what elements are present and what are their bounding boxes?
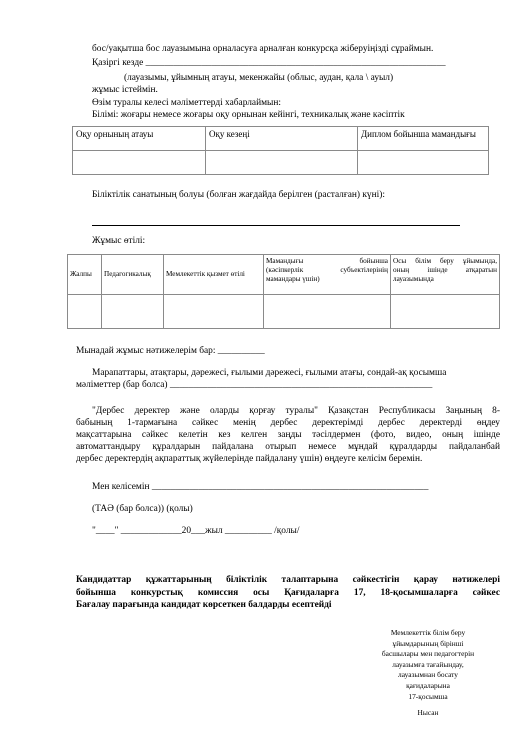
consent-line-3: мақсаттарына сәйкес келетін кез келген заңды тәсілдермен (фото, видео, оның ішінде	[76, 430, 500, 440]
fio-signature-label: (ТАӘ (бар болса)) (қолы)	[92, 504, 193, 514]
specialty-header-line-3: мамандары үшін)	[266, 275, 320, 283]
education-header-specialty: Диплом бойынша мамандығы	[358, 127, 489, 151]
org-header-line-1: Осы білім беру ұйымында,	[393, 257, 497, 265]
evaluation-line-3: Бағалау парағында кандидат көрсеткен балдарды есептейді	[76, 600, 332, 610]
appendix-line-5: лауазымнан босату	[398, 670, 458, 680]
intro-line-4: жұмыс істеймін.	[92, 85, 158, 95]
appendix-form-label: Нысан	[417, 708, 439, 718]
intro-line-6: Білімі: жоғары немесе жоғары оқу орнынан кейінгі, техникалық және кәсіптік	[92, 110, 405, 120]
consent-line-4: автоматтандыру құралдарын пайдалана отырып немесе мұндай құралдарды пайдаланбай	[76, 442, 500, 452]
appendix-line-6: қағидаларына	[406, 680, 450, 690]
appendix-line-7: 17-қосымша	[408, 691, 448, 701]
experience-cell[interactable]	[102, 295, 164, 329]
consent-line-2: бабының 1-тармағына сәйкес менің дербес деректерімді дербес деректерді өңдеу	[76, 418, 500, 428]
intro-line-1: бос/уақытша бос лауазымына орналасуға арналған конкурсқа жіберуіңізді сұраймын.	[92, 44, 434, 54]
education-cell[interactable]	[73, 151, 206, 175]
agree-line: Мен келісемін ___________________________________________________________	[92, 482, 429, 492]
experience-cell[interactable]	[391, 295, 500, 329]
date-signature-line: "____" _____________20___жыл __________ /қолы/	[92, 526, 300, 536]
intro-line-5: Өзім туралы келесі мәліметтерді хабарлаймын:	[92, 98, 281, 108]
evaluation-paragraph	[76, 574, 500, 612]
org-header-line-3: лауазымында	[393, 275, 434, 283]
education-cell[interactable]	[358, 151, 489, 175]
experience-header-civil: Мемлекеттік қызмет өтілі	[164, 255, 264, 295]
intro-line-2: Қазіргі кезде ________________________________________________________________	[92, 58, 446, 68]
evaluation-line-2: бойынша конкурстық комиссия осы Қағидаларға 17, 18-қосымшаларға сәйкес	[76, 587, 500, 598]
results-line: Мынадай жұмыс нәтижелерім бар: __________	[76, 346, 265, 356]
appendix-block	[372, 628, 484, 719]
education-cell[interactable]	[206, 151, 358, 175]
intro-line-3-hint: (лауазымы, ұйымның атауы, мекенжайы (облыс, аудан, қала \ ауыл)	[124, 73, 394, 83]
appendix-line-3: басшылары мен педагогтерін	[381, 649, 475, 659]
specialty-header-line-1: Мамандығы бойынша	[266, 257, 388, 265]
specialty-header-line-2: (кәсіпкерлік субъектілерінің	[266, 266, 388, 274]
appendix-line-1: Мемлекеттік білім беру	[390, 628, 466, 637]
experience-header-total: Жалпы	[68, 255, 102, 295]
experience-header-organization	[391, 255, 500, 295]
qualification-label: Біліктілік санатының болуы (болған жағдайда берілген (расталған) күні):	[92, 190, 385, 200]
appendix-line-2: ұйымдарының бірінші	[392, 638, 464, 648]
education-table	[72, 126, 489, 175]
consent-line-1: "Дербес деректер және оларды қорғау туралы" Қазақстан Республикасы Заңының 8-	[92, 406, 500, 416]
experience-header-specialty	[264, 255, 391, 295]
consent-line-5: дербес деректердің ақпараттық жүйелерінде пайдалану үшін) өңдеуге келісім беремін.	[76, 454, 423, 464]
experience-table	[67, 254, 500, 329]
org-header-line-2: оның ішінде атқаратын	[393, 266, 497, 274]
experience-header-pedagogical: Педагогикалық	[102, 255, 164, 295]
experience-cell[interactable]	[264, 295, 391, 329]
experience-cell[interactable]	[164, 295, 264, 329]
consent-paragraph	[76, 405, 500, 465]
experience-cell[interactable]	[68, 295, 102, 329]
education-header-institution: Оқу орнының атауы	[73, 127, 206, 151]
evaluation-line-1: Кандидаттар құжаттарының біліктілік талаптарына сәйкестігін қарау нәтижелері	[76, 575, 500, 585]
appendix-line-4: лауазымға тағайындау,	[392, 659, 464, 669]
awards-line-2: мәліметтер (бар болса) ________________________________________________________	[76, 380, 433, 390]
experience-label: Жұмыс өтілі:	[92, 236, 146, 246]
awards-line-1: Марапаттары, атақтары, дәрежесі, ғылыми дәрежесі, ғылыми атағы, сондай-ақ қосымша	[92, 368, 447, 378]
qualification-line[interactable]	[92, 225, 460, 226]
education-header-period: Оқу кезеңі	[206, 127, 358, 151]
